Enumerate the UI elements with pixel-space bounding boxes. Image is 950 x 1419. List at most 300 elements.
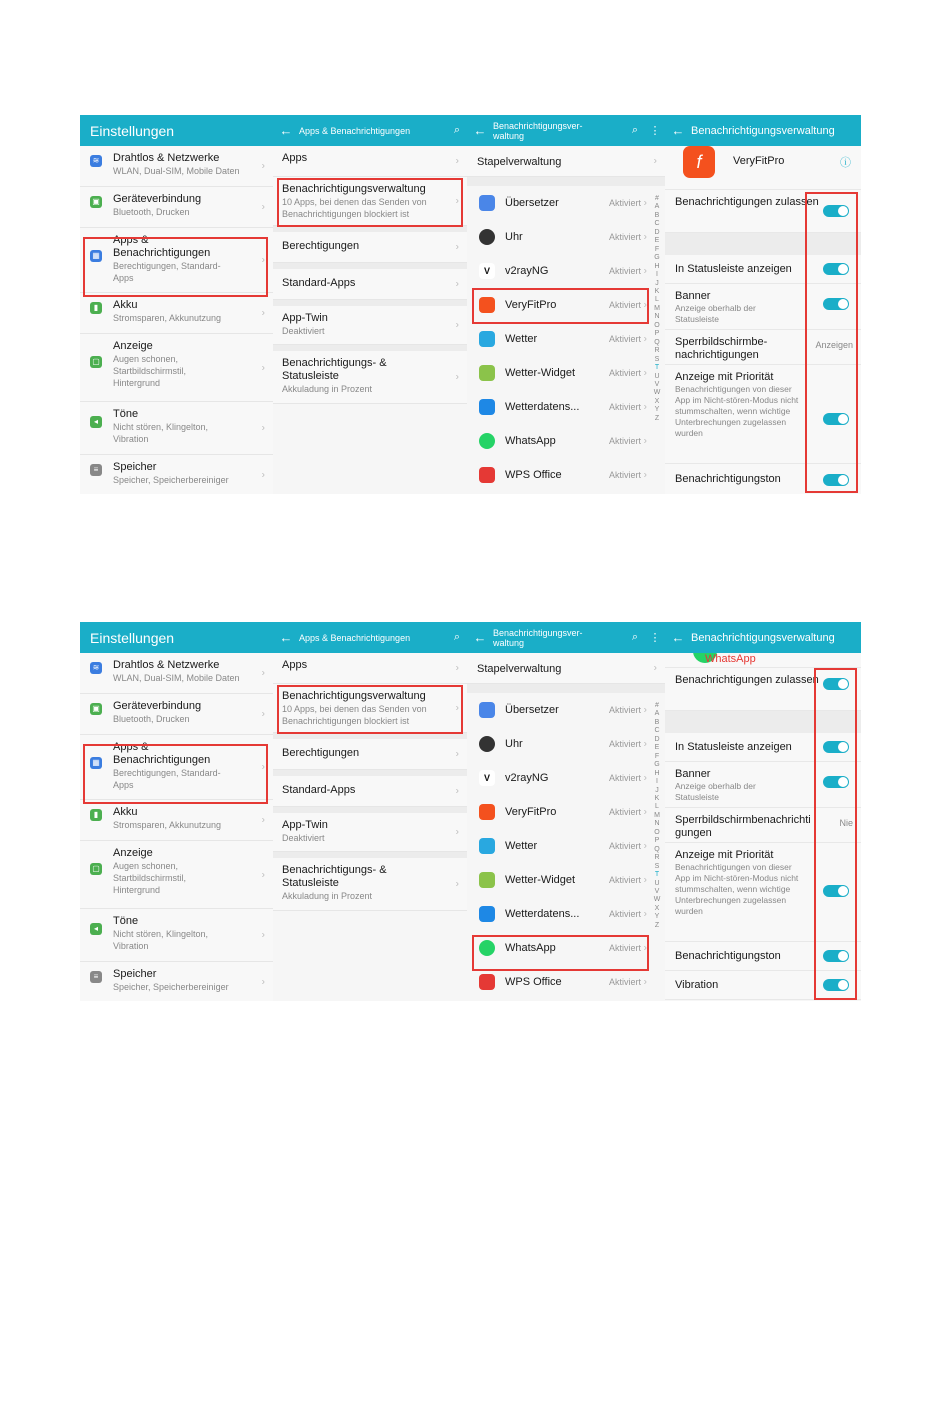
item-sub: WLAN, Dual-SIM, Mobile Daten <box>113 166 240 176</box>
chevron-right-icon: › <box>643 874 647 886</box>
alphabet-letter[interactable]: U <box>654 879 660 887</box>
row-title: Banner <box>675 290 711 302</box>
alphabet-letter[interactable]: G <box>654 254 660 262</box>
chevron-right-icon: › <box>643 435 647 447</box>
alphabet-letter[interactable]: O <box>654 321 660 329</box>
item-title: Speicher <box>113 968 157 980</box>
item-sub: WLAN, Dual-SIM, Mobile Daten <box>113 673 240 683</box>
back-arrow-icon[interactable]: ← <box>279 123 293 138</box>
alphabet-letter[interactable]: J <box>655 786 659 794</box>
menu-item-notification-statusbar[interactable] <box>273 351 467 404</box>
highlight-apps <box>83 237 268 297</box>
item-title: Benachrichtigungsverwaltung <box>282 690 426 702</box>
settings-title: Einstellungen <box>90 122 175 139</box>
item-title: Apps <box>282 152 308 164</box>
alphabet-index[interactable] <box>651 702 663 930</box>
chevron-right-icon: › <box>261 160 265 172</box>
chevron-right-icon: › <box>643 265 647 277</box>
app-row[interactable] <box>467 322 665 356</box>
menu-item-notification-statusbar[interactable] <box>273 858 467 911</box>
translate-icon <box>479 195 495 211</box>
item-sub: 10 Apps, bei denen das Senden von Benachrichtigungen blockiert ist <box>282 704 427 726</box>
alphabet-letter[interactable]: S <box>654 355 660 363</box>
item-sub: Speicher, Speicherbereiniger <box>113 982 229 992</box>
alphabet-letter[interactable]: V <box>654 887 660 895</box>
highlight-notification-management <box>277 178 463 227</box>
storage-icon: ≡ <box>90 464 102 476</box>
alphabet-letter[interactable]: K <box>654 287 660 295</box>
chevron-right-icon: › <box>261 201 265 213</box>
app-name: WPS Office <box>505 976 562 988</box>
chevron-right-icon: › <box>643 840 647 852</box>
item-title: Anzeige <box>113 340 153 352</box>
menu-item-default-apps[interactable] <box>273 776 467 807</box>
device-connection-icon: ▣ <box>90 703 102 715</box>
app-status: Aktiviert <box>608 841 641 851</box>
alphabet-letter[interactable]: Y <box>654 406 660 414</box>
item-sub: Stromsparen, Akkunutzung <box>113 820 222 830</box>
highlight-app <box>472 935 649 971</box>
app-status: Aktiviert <box>608 436 641 446</box>
row-title: Anzeige mit Priorität <box>675 849 774 861</box>
settings-item-sounds[interactable] <box>80 402 273 455</box>
alphabet-letter[interactable]: S <box>654 862 660 870</box>
item-title: Standard-Apps <box>282 277 356 289</box>
alphabet-letter[interactable]: D <box>654 735 660 743</box>
alphabet-letter[interactable]: Y <box>654 913 660 921</box>
alphabet-letter[interactable]: R <box>654 347 660 355</box>
more-vert-icon[interactable]: ⋮ <box>649 125 661 137</box>
alphabet-letter[interactable]: E <box>654 237 660 245</box>
v2ray-icon: V <box>479 263 495 279</box>
item-title: Apps & Benachrichtigungen <box>113 741 211 766</box>
alphabet-letter[interactable]: P <box>654 837 660 845</box>
highlight-app <box>472 288 649 324</box>
chevron-right-icon: › <box>261 929 265 941</box>
app-name: WhatsApp <box>705 653 756 665</box>
row-title: Benachrichtigungston <box>675 473 781 485</box>
chevron-right-icon: › <box>261 362 265 373</box>
app-row[interactable] <box>467 761 665 795</box>
app-name: WPS Office <box>505 469 562 481</box>
app-row[interactable] <box>467 356 665 390</box>
notification-list-header <box>467 115 665 146</box>
app-row[interactable] <box>467 390 665 424</box>
app-name: VeryFitPro <box>733 155 785 167</box>
display-icon: ▢ <box>90 863 102 875</box>
app-status: Aktiviert <box>608 909 641 919</box>
search-icon[interactable]: ⌕ <box>453 631 461 643</box>
row-title: Banner <box>675 768 711 780</box>
app-status: Aktiviert <box>608 875 641 885</box>
item-sub: Berechtigungen, Standard-Apps <box>113 768 221 790</box>
app-list <box>467 186 665 492</box>
panel-title: Benachrichtigungsverwaltung <box>691 631 835 644</box>
chevron-right-icon: › <box>643 367 647 379</box>
app-row[interactable] <box>467 220 665 254</box>
alphabet-letter[interactable]: P <box>654 330 660 338</box>
app-name: Wetterdatens... <box>505 908 580 920</box>
chevron-right-icon: › <box>261 307 265 319</box>
alphabet-letter[interactable]: B <box>654 211 660 219</box>
alphabet-letter[interactable]: W <box>653 389 661 397</box>
menu-item-permissions[interactable] <box>273 739 467 770</box>
chevron-right-icon: › <box>261 667 265 679</box>
app-row[interactable] <box>467 458 665 492</box>
chevron-right-icon: › <box>643 231 647 243</box>
settings-item-storage[interactable] <box>80 962 273 1001</box>
app-header <box>665 653 861 668</box>
app-row[interactable] <box>467 424 665 458</box>
back-arrow-icon[interactable]: ← <box>671 123 685 138</box>
item-sub: Augen schonen, Startbildschirmstil, Hintergrund <box>113 354 187 388</box>
back-arrow-icon[interactable]: ← <box>671 630 685 645</box>
whatsapp-icon <box>479 433 495 449</box>
app-header <box>665 146 861 190</box>
alphabet-letter[interactable]: F <box>654 245 660 253</box>
alphabet-letter[interactable]: L <box>655 296 659 304</box>
chevron-right-icon: › <box>261 814 265 826</box>
v2ray-icon: V <box>479 770 495 786</box>
settings-item-display[interactable] <box>80 334 273 402</box>
chevron-right-icon: › <box>261 761 265 773</box>
chevron-right-icon: › <box>455 748 459 760</box>
item-title: Benachrichtigungsverwaltung <box>282 183 426 195</box>
app-name: Übersetzer <box>505 197 559 209</box>
alphabet-letter[interactable]: I <box>656 778 658 786</box>
more-vert-icon[interactable]: ⋮ <box>649 632 661 644</box>
item-sub: Bluetooth, Drucken <box>113 207 190 217</box>
settings-item-wireless[interactable] <box>80 146 273 187</box>
item-title: Anzeige <box>113 847 153 859</box>
app-name: v2rayNG <box>505 772 549 784</box>
chevron-right-icon: › <box>643 738 647 750</box>
item-title: App-Twin <box>282 819 328 831</box>
item-sub: 10 Apps, bei denen das Senden von Benachrichtigungen blockiert ist <box>282 197 427 219</box>
alphabet-letter[interactable]: L <box>655 803 659 811</box>
row-sub: Benachrichtigungen von dieser App im Nicht-stören-Modus nicht stummschalten, wenn wichtige Unterbrechungen zugelassen wurden <box>675 862 799 916</box>
wifi-icon: ≋ <box>90 662 102 674</box>
chevron-right-icon: › <box>261 254 265 266</box>
chevron-right-icon: › <box>455 702 459 714</box>
search-icon[interactable]: ⌕ <box>631 631 639 643</box>
back-arrow-icon[interactable]: ← <box>279 630 293 645</box>
settings-item-storage[interactable] <box>80 455 273 494</box>
batch-management[interactable] <box>467 653 665 684</box>
sound-icon: ◂ <box>90 416 102 428</box>
chevron-right-icon: › <box>455 155 459 167</box>
settings-header <box>80 115 273 146</box>
item-sub: Nicht stören, Klingelton, Vibration <box>113 422 209 444</box>
settings-panel <box>80 115 274 494</box>
translate-icon <box>479 702 495 718</box>
item-title: Drahtlos & Netzwerke <box>113 659 220 671</box>
app-status: Aktiviert <box>608 198 641 208</box>
item-sub: Berechtigungen, Standard-Apps <box>113 261 221 283</box>
app-name: VeryFitPro <box>505 299 557 311</box>
chevron-right-icon: › <box>455 662 459 674</box>
app-name: Wetterdatens... <box>505 401 580 413</box>
item-title: Drahtlos & Netzwerke <box>113 152 220 164</box>
battery-icon: ▮ <box>90 302 102 314</box>
alphabet-letter[interactable]: C <box>654 220 660 228</box>
chevron-right-icon: › <box>643 469 647 481</box>
display-icon: ▢ <box>90 356 102 368</box>
alphabet-letter[interactable]: D <box>654 228 660 236</box>
notification-detail-header <box>665 622 861 653</box>
highlight-apps <box>83 744 268 804</box>
weather-icon <box>479 838 495 854</box>
highlight-toggles <box>814 668 857 1000</box>
chevron-right-icon: › <box>643 772 647 784</box>
highlight-toggles <box>805 192 858 493</box>
weather-icon <box>479 331 495 347</box>
chevron-right-icon: › <box>643 942 647 954</box>
alphabet-letter[interactable]: # <box>655 195 659 202</box>
storage-icon: ≡ <box>90 971 102 983</box>
alphabet-letter[interactable]: I <box>656 271 658 279</box>
menu-item-app-twin[interactable] <box>273 813 467 852</box>
chevron-right-icon: › <box>455 371 459 383</box>
menu-item-apps[interactable] <box>273 653 467 684</box>
alphabet-letter[interactable]: T <box>654 871 660 879</box>
settings-item-device-connection[interactable] <box>80 694 273 735</box>
search-icon[interactable]: ⌕ <box>631 124 639 136</box>
chevron-right-icon: › <box>455 878 459 890</box>
app-status: Aktiviert <box>608 402 641 412</box>
app-status: Aktiviert <box>608 739 641 749</box>
alphabet-letter[interactable]: B <box>654 718 660 726</box>
veryfitpro-icon <box>479 804 495 820</box>
row-title: Sperrbildschirmbe-nachrichtigungen <box>675 336 768 361</box>
item-title: Speicher <box>113 461 157 473</box>
app-row[interactable] <box>467 795 665 829</box>
alphabet-letter[interactable]: W <box>653 896 661 904</box>
apps-notifications-header <box>273 622 467 653</box>
app-name: VeryFitPro <box>505 806 557 818</box>
settings-item-battery[interactable] <box>80 800 273 841</box>
row-title: Benachrichtigungen zulassen <box>675 196 819 208</box>
item-title: Akku <box>113 806 138 818</box>
menu-item-default-apps[interactable] <box>273 269 467 300</box>
app-status: Aktiviert <box>608 470 641 480</box>
item-title: Berechtigungen <box>282 240 360 252</box>
panel-title: Benachrichtigungsver-waltung <box>493 120 583 141</box>
row-sub: Anzeige oberhalb der Statusleiste <box>675 781 756 802</box>
app-row[interactable] <box>467 186 665 220</box>
alphabet-letter[interactable]: Z <box>654 414 660 422</box>
alphabet-index[interactable] <box>651 195 663 423</box>
alphabet-letter[interactable]: Q <box>654 338 660 346</box>
veryfitpro-icon: f <box>683 146 715 178</box>
alphabet-letter[interactable]: A <box>654 203 660 211</box>
chevron-right-icon: › <box>643 197 647 209</box>
alphabet-letter[interactable]: Z <box>654 921 660 929</box>
settings-title: Einstellungen <box>90 629 175 646</box>
chevron-right-icon: › <box>643 976 647 988</box>
alphabet-letter[interactable]: N <box>654 313 660 321</box>
row-title: In Statusleiste anzeigen <box>675 741 792 753</box>
app-name: Wetter-Widget <box>505 367 576 379</box>
item-title: Geräteverbindung <box>113 700 202 712</box>
alphabet-letter[interactable]: Q <box>654 845 660 853</box>
app-row[interactable] <box>467 829 665 863</box>
alphabet-letter[interactable]: C <box>654 727 660 735</box>
alphabet-letter[interactable]: G <box>654 761 660 769</box>
settings-panel <box>80 622 274 1001</box>
app-row[interactable] <box>467 897 665 931</box>
batch-management[interactable] <box>467 146 665 177</box>
alphabet-letter[interactable]: O <box>654 828 660 836</box>
alphabet-letter[interactable]: X <box>654 397 660 405</box>
app-name: Übersetzer <box>505 704 559 716</box>
app-row[interactable] <box>467 863 665 897</box>
app-name: v2rayNG <box>505 265 549 277</box>
settings-item-wireless[interactable] <box>80 653 273 694</box>
chevron-right-icon: › <box>455 195 459 207</box>
item-sub: Nicht stören, Klingelton, Vibration <box>113 929 209 951</box>
chevron-right-icon: › <box>643 299 647 311</box>
chevron-right-icon: › <box>261 469 265 481</box>
app-status: Aktiviert <box>608 368 641 378</box>
app-row[interactable] <box>467 727 665 761</box>
item-title: Apps <box>282 659 308 671</box>
settings-item-battery[interactable] <box>80 293 273 334</box>
menu-item-permissions[interactable] <box>273 232 467 263</box>
chevron-right-icon: › <box>643 704 647 716</box>
app-name: Uhr <box>505 738 523 750</box>
wifi-icon: ≋ <box>90 155 102 167</box>
wps-office-icon <box>479 974 495 990</box>
app-status: Aktiviert <box>608 807 641 817</box>
alphabet-letter[interactable]: M <box>654 304 660 312</box>
menu-item-apps[interactable] <box>273 146 467 177</box>
alphabet-letter[interactable]: J <box>655 279 659 287</box>
item-sub: Akkuladung in Prozent <box>282 891 373 901</box>
apps-icon: ▦ <box>90 250 102 262</box>
app-name: Uhr <box>505 231 523 243</box>
row-title: Anzeige mit Priorität <box>675 371 774 383</box>
item-title: Töne <box>113 408 139 420</box>
settings-item-sounds[interactable] <box>80 909 273 962</box>
app-name: Wetter <box>505 840 538 852</box>
app-status: Aktiviert <box>608 977 641 987</box>
alphabet-letter[interactable]: A <box>654 710 660 718</box>
menu-item-app-twin[interactable] <box>273 306 467 345</box>
chevron-right-icon: › <box>261 708 265 720</box>
item-title: Akku <box>113 299 138 311</box>
wps-office-icon <box>479 467 495 483</box>
apps-notifications-panel <box>273 622 468 1001</box>
search-icon[interactable]: ⌕ <box>453 124 461 136</box>
chevron-right-icon: › <box>455 241 459 253</box>
row-title: Benachrichtigungston <box>675 950 781 962</box>
app-status: Aktiviert <box>608 943 641 953</box>
apps-notifications-header <box>273 115 467 146</box>
item-title: Benachrichtigungs- & Statusleiste <box>282 864 387 889</box>
app-row[interactable] <box>467 254 665 288</box>
alphabet-letter[interactable]: R <box>654 854 660 862</box>
clock-icon <box>479 229 495 245</box>
chevron-right-icon: › <box>643 333 647 345</box>
alphabet-letter[interactable]: X <box>654 904 660 912</box>
info-icon[interactable]: ⓘ <box>840 157 851 169</box>
item-sub: Bluetooth, Drucken <box>113 714 190 724</box>
alphabet-letter[interactable]: F <box>654 752 660 760</box>
batch-label: Stapelverwaltung <box>477 663 562 675</box>
android-icon <box>479 365 495 381</box>
alphabet-letter[interactable]: H <box>654 262 660 270</box>
chevron-right-icon: › <box>643 908 647 920</box>
item-title: Apps & Benachrichtigungen <box>113 234 211 259</box>
chevron-right-icon: › <box>455 785 459 797</box>
android-icon <box>479 872 495 888</box>
app-name: WhatsApp <box>505 942 556 954</box>
chevron-right-icon: › <box>643 806 647 818</box>
chevron-right-icon: › <box>653 155 657 167</box>
screenshot-block-1 <box>80 115 861 494</box>
item-title: Standard-Apps <box>282 784 356 796</box>
weather-data-icon <box>479 399 495 415</box>
row-sub: Benachrichtigungen von dieser App im Nicht-stören-Modus nicht stummschalten, wenn wichtige Unterbrechungen zugelassen wurden <box>675 384 799 438</box>
app-name: Wetter-Widget <box>505 874 576 886</box>
battery-icon: ▮ <box>90 809 102 821</box>
alphabet-letter[interactable]: K <box>654 794 660 802</box>
highlight-notification-management <box>277 685 463 734</box>
item-sub: Stromsparen, Akkunutzung <box>113 313 222 323</box>
chevron-right-icon: › <box>653 662 657 674</box>
back-arrow-icon[interactable]: ← <box>473 123 487 138</box>
apps-icon: ▦ <box>90 757 102 769</box>
item-title: Töne <box>113 915 139 927</box>
app-row[interactable] <box>467 693 665 727</box>
panel-title: Apps & Benachrichtigungen <box>299 632 411 643</box>
app-status: Aktiviert <box>608 266 641 276</box>
row-title: Sperrbildschirmbenachrichtigungen <box>675 814 811 839</box>
chevron-right-icon: › <box>261 422 265 434</box>
row-sub: Anzeige oberhalb der Statusleiste <box>675 303 756 324</box>
item-title: Geräteverbindung <box>113 193 202 205</box>
clock-icon <box>479 736 495 752</box>
settings-item-display[interactable] <box>80 841 273 909</box>
alphabet-letter[interactable]: V <box>654 380 660 388</box>
alphabet-letter[interactable]: M <box>654 811 660 819</box>
alphabet-letter[interactable]: E <box>654 744 660 752</box>
alphabet-letter[interactable]: U <box>654 372 660 380</box>
alphabet-letter[interactable]: N <box>654 820 660 828</box>
alphabet-letter[interactable]: # <box>655 702 659 709</box>
settings-header <box>80 622 273 653</box>
screenshot-block-2 <box>80 622 861 1001</box>
settings-item-device-connection[interactable] <box>80 187 273 228</box>
item-sub: Deaktiviert <box>282 833 325 843</box>
item-sub: Augen schonen, Startbildschirmstil, Hintergrund <box>113 861 187 895</box>
app-status: Aktiviert <box>608 773 641 783</box>
panel-title: Apps & Benachrichtigungen <box>299 125 411 136</box>
chevron-right-icon: › <box>455 826 459 838</box>
item-title: Berechtigungen <box>282 747 360 759</box>
chevron-right-icon: › <box>261 976 265 988</box>
chevron-right-icon: › <box>455 319 459 331</box>
item-title: Benachrichtigungs- & Statusleiste <box>282 357 387 382</box>
app-status: Aktiviert <box>608 705 641 715</box>
row-title: Vibration <box>675 979 719 991</box>
alphabet-letter[interactable]: T <box>654 364 660 372</box>
chevron-right-icon: › <box>455 278 459 290</box>
notification-detail-header <box>665 115 861 146</box>
back-arrow-icon[interactable]: ← <box>473 630 487 645</box>
alphabet-letter[interactable]: H <box>654 769 660 777</box>
